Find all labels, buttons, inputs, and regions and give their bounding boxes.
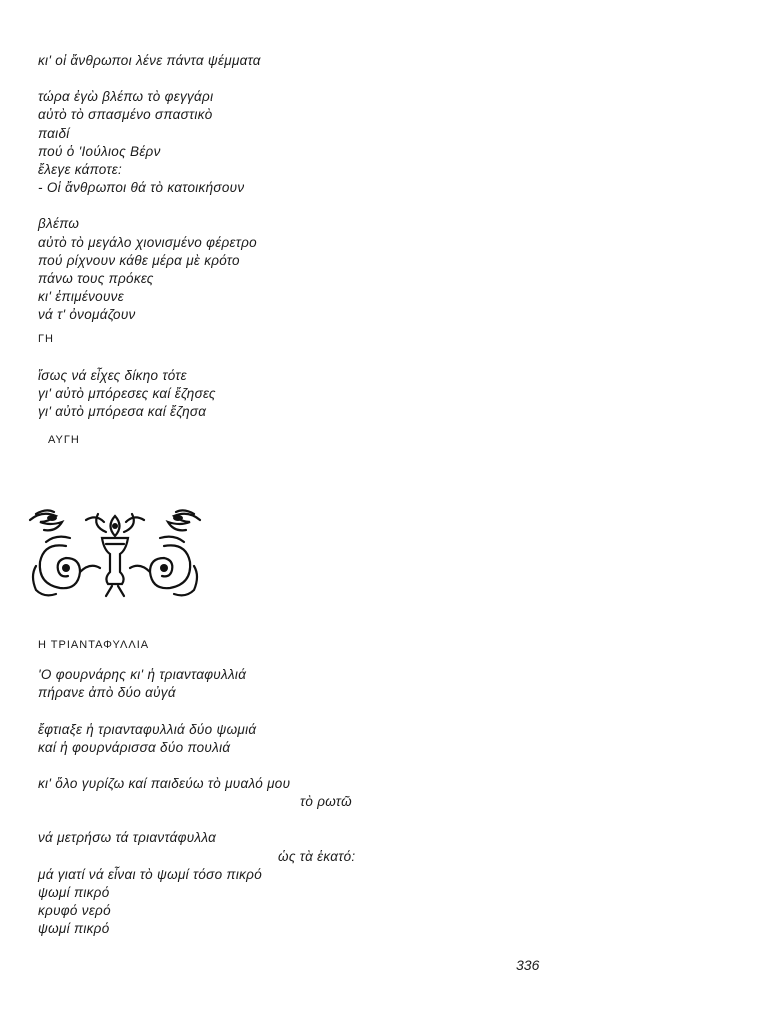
poem-line: ὡς τὰ ἑκατό:	[278, 848, 356, 864]
poem-line: νά μετρήσω τά τριαντάφυλλα	[38, 830, 217, 846]
poem-line: αὐτὸ τὸ σπασμένο σπαστικὸ	[38, 107, 213, 123]
poem-line: τώρα ἐγὼ βλέπω τὸ φεγγάρι	[38, 89, 214, 105]
poem-signature: ΑΥΓΗ	[48, 434, 80, 447]
poem-line: κρυφό νερό	[38, 903, 111, 919]
poem-line: πάνω τους πρόκες	[38, 270, 154, 286]
poem-title: Η ΤΡΙΑΝΤΑΦΥΛΛΙΑ	[38, 639, 150, 651]
poem-line: κι' ὅλο γυρίζω καί παιδεύω τὸ μυαλό μου	[38, 775, 291, 791]
poem-line: ἴσως νά εἶχες δίκηο τότε	[38, 367, 187, 383]
poem-line: κι' οἱ ἄνθρωποι λένε πάντα ψέμματα	[38, 53, 261, 68]
poem-line: ψωμί πικρό	[38, 884, 110, 900]
poem-line: 'Ο φουρνάρης κι' ἡ τριανταφυλλιά	[38, 667, 247, 683]
poem-line: πήρανε ἀπὸ δύο αὐγά	[38, 685, 176, 701]
poem-line: πού ρίχνουν κάθε μέρα μὲ κρότο	[38, 252, 240, 268]
page-number: 336	[516, 957, 540, 973]
poem-line: γι' αὐτὸ μπόρεσες καί ἔζησες	[38, 385, 216, 401]
poem-line: ἔλεγε κάποτε:	[38, 161, 123, 177]
poem-line: γι' αὐτὸ μπόρεσα καί ἔζησα	[38, 404, 207, 419]
poem-line: τὸ ρωτῶ	[300, 794, 352, 810]
baroque-ornament-icon	[26, 506, 204, 600]
poem-line: κι' ἐπιμένουνε	[38, 289, 124, 305]
poem-line: νά τ' ὀνομάζουν	[38, 307, 136, 323]
poem-line: καί ἡ φουρνάρισσα δύο πουλιά	[38, 739, 231, 755]
poem-line: μά γιατί νά εἶναι τὸ ψωμί τόσο πικρό	[38, 866, 263, 882]
poem-line: πού ὁ 'Ιούλιος Βέρν	[38, 143, 161, 159]
poem-line: αὐτὸ τὸ μεγάλο χιονισμένο φέρετρο	[38, 234, 257, 250]
poem-earth	[38, 52, 261, 449]
poem-line: - Οἱ ἄνθρωποι θά τὸ κατοικήσουν	[38, 180, 245, 196]
poem-line: βλέπω	[38, 216, 80, 232]
poem-line: ἔφτιαξε ἡ τριανταφυλλιά δύο ψωμιά	[38, 721, 257, 737]
poem-line: ψωμί πικρό	[38, 921, 110, 937]
word-earth: ΓΗ	[38, 333, 55, 346]
poem-rosebush	[38, 636, 355, 938]
poem-line: παιδί	[38, 125, 70, 141]
